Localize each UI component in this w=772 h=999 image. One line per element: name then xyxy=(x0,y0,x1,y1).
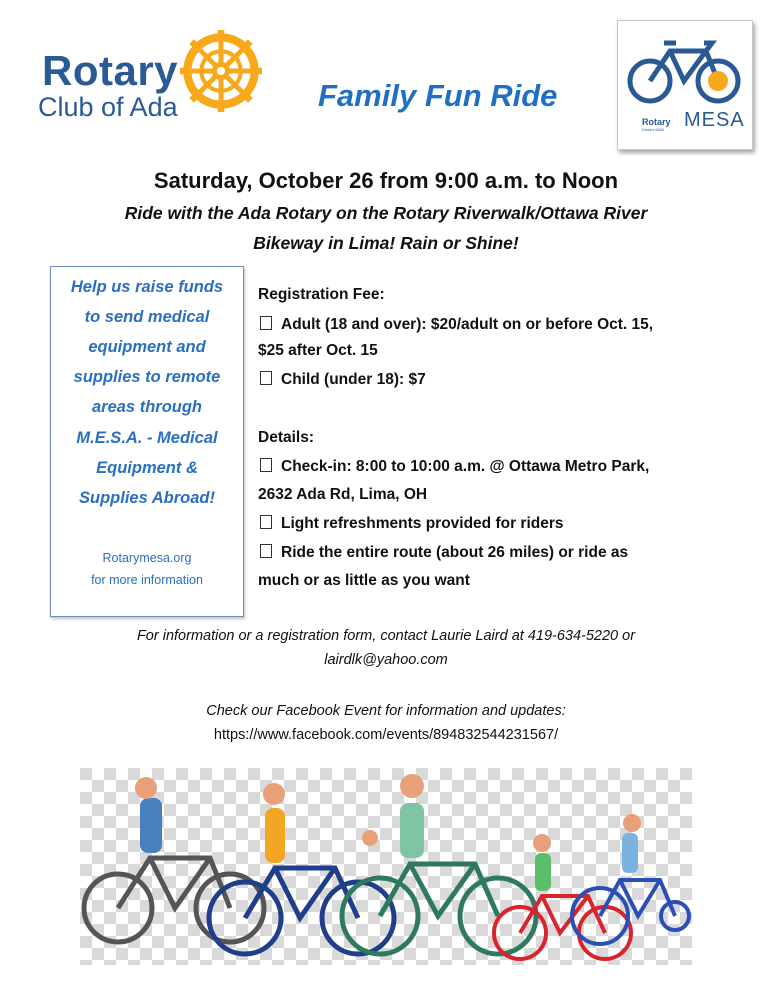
family-cyclists-illustration xyxy=(80,768,692,965)
club-name: Club of Ada xyxy=(38,92,178,122)
rotary-wordmark: Rotary xyxy=(42,47,179,94)
callout-line: Equipment & xyxy=(96,459,198,477)
mesa-website-link[interactable]: Rotarymesa.org xyxy=(102,551,192,565)
event-date: Saturday, October 26 from 9:00 a.m. to Noon xyxy=(153,168,619,193)
mesa-logo xyxy=(617,20,753,150)
details-checkin xyxy=(258,458,649,476)
facebook-line: Check our Facebook Event for information and updates: xyxy=(206,703,566,719)
event-subtitle-line-2: Bikeway in Lima! Rain or Shine! xyxy=(253,233,519,253)
route-text: Ride the entire route (about 26 miles) or ride as xyxy=(281,544,629,561)
details-route xyxy=(258,544,628,562)
registration-heading: Registration Fee: xyxy=(258,286,385,303)
child-fee-text: Child (under 18): $7 xyxy=(281,371,426,388)
checkbox-bullet-icon xyxy=(260,544,272,558)
callout-line: equipment and xyxy=(88,338,206,356)
callout-line: Supplies Abroad! xyxy=(79,489,215,507)
callout-line: to send medical xyxy=(84,308,210,326)
callout-line: areas through xyxy=(91,398,203,416)
fundraising-callout xyxy=(50,266,244,617)
contact-email[interactable]: lairdlk@yahoo.com xyxy=(324,652,448,668)
registration-adult xyxy=(258,316,653,334)
callout-line: supplies to remote xyxy=(73,368,221,386)
route-continued: much or as little as you want xyxy=(258,572,470,589)
flyer-title: Family Fun Ride xyxy=(318,78,558,113)
mesa-wordmark: MESA xyxy=(684,109,745,131)
checkbox-bullet-icon xyxy=(260,316,272,330)
bicycle-icon xyxy=(626,37,744,113)
adult-fee-continued: $25 after Oct. 15 xyxy=(258,342,378,359)
more-info-text: for more information xyxy=(91,573,203,587)
callout-line: M.E.S.A. - Medical xyxy=(76,429,218,447)
details-heading: Details: xyxy=(258,429,314,446)
checkin-address: 2632 Ada Rd, Lima, OH xyxy=(258,486,428,503)
callout-line: Help us raise funds xyxy=(70,278,224,296)
mesa-district-text: District 6600 xyxy=(642,127,665,132)
adult-fee-text: Adult (18 and over): $20/adult on or before Oct. 15, xyxy=(281,316,654,333)
registration-child xyxy=(258,371,426,389)
contact-line: For information or a registration form, contact Laurie Laird at 419-634-5220 or xyxy=(136,628,636,644)
checkbox-bullet-icon xyxy=(260,458,272,472)
details-refreshments xyxy=(258,515,564,533)
facebook-url[interactable]: https://www.facebook.com/events/894832544231567/ xyxy=(213,727,559,743)
refreshments-text: Light refreshments provided for riders xyxy=(281,515,564,532)
checkin-text: Check-in: 8:00 to 10:00 a.m. @ Ottawa Metro Park, xyxy=(281,458,650,475)
checkbox-bullet-icon xyxy=(260,515,272,529)
event-subtitle-line-1: Ride with the Ada Rotary on the Rotary Riverwalk/Ottawa River xyxy=(124,203,648,223)
checkbox-bullet-icon xyxy=(260,371,272,385)
rotary-wheel-icon xyxy=(180,30,262,112)
mesa-rotary-text: Rotary xyxy=(642,117,671,127)
